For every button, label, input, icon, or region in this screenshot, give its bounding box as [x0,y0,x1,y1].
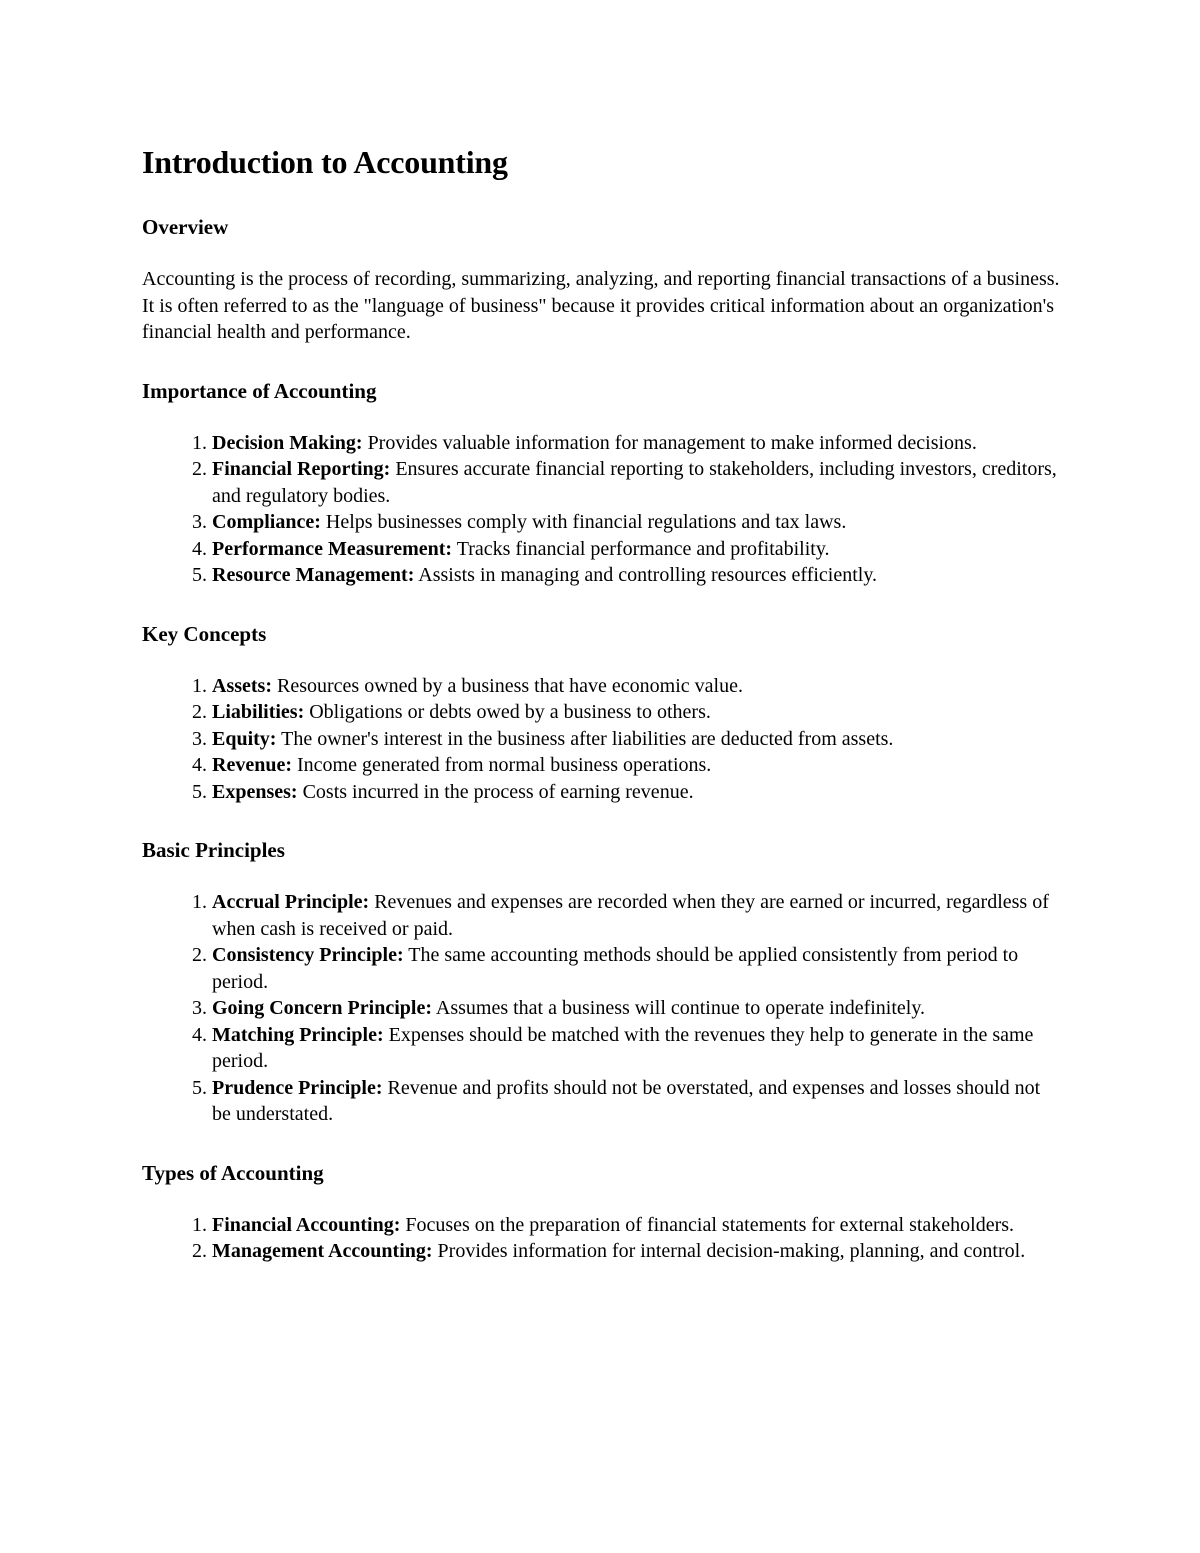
list-item [212,1212,1062,1239]
list-item [212,726,1062,753]
list-item-text: Helps businesses comply with financial regulations and tax laws. [320,511,847,533]
list-item-term: Assets: [212,674,272,697]
list-item-text: Assumes that a business will continue to operate indefinitely. [431,997,926,1019]
list-item-term: Liabilities: [212,701,305,723]
list-item-text: Assists in managing and controlling resources efficiently. [414,564,878,586]
list-item-term: Decision Making: [212,431,363,454]
list-item [212,1022,1062,1075]
list-item-text: Resources owned by a business that have economic value. [272,674,743,697]
list-item-text: Ensures accurate financial reporting to stakeholders, including investors, creditors, and regulatory bodies. [212,458,1057,507]
key-concepts-list [142,673,1062,806]
overview-paragraph: Accounting is the process of recording, summarizing, analyzing, and reporting financial transactions of a business. It is often referred to as the "language of business" because it provides critical information about an organization's financial health and performance. [142,268,1060,343]
list-item-term: Matching Principle: [212,1023,384,1046]
list-item-term: Accrual Principle: [212,891,370,913]
list-item-term: Revenue: [212,754,292,776]
list-item-text: Provides information for internal decision-making, planning, and control. [432,1240,1026,1262]
list-item [212,673,1062,700]
list-item-text: The same accounting methods should be applied consistently from period to period. [212,944,1019,993]
overview-heading: Overview [142,215,229,239]
list-item-text: Income generated from normal business operations. [291,754,712,776]
list-item-term: Going Concern Principle: [212,997,432,1019]
list-item-text: Provides valuable information for management to make informed decisions. [362,431,977,454]
list-item [212,752,1062,779]
basic-principles-list [142,889,1062,1128]
document-page [142,136,1062,1295]
list-item-text: Expenses should be matched with the revenues they help to generate in the same period. [212,1023,1034,1072]
list-item [212,942,1062,995]
list-item-text: Costs incurred in the process of earning revenue. [297,780,694,803]
list-item [212,430,1062,457]
list-item-term: Management Accounting: [212,1240,433,1262]
list-item-text: The owner's interest in the business after liabilities are deducted from assets. [276,727,894,750]
list-item [212,456,1062,509]
types-list [142,1212,1062,1265]
list-item-term: Performance Measurement: [212,537,453,560]
list-item-text: Obligations or debts owed by a business to others. [304,701,711,723]
list-item-text: Revenues and expenses are recorded when they are earned or incurred, regardless of when cash is received or paid. [212,891,1049,940]
basic-principles-heading: Basic Principles [142,838,285,862]
list-item [212,1075,1062,1128]
list-item-term: Equity: [212,727,277,750]
document-title: Introduction to Accounting [142,144,508,180]
importance-heading: Importance of Accounting [142,378,377,403]
list-item-term: Resource Management: [212,564,415,586]
list-item [212,562,1062,589]
list-item-term: Financial Reporting: [212,458,391,480]
list-item [212,699,1062,726]
list-item [212,995,1062,1022]
list-item-term: Expenses: [212,780,298,803]
list-item-term: Financial Accounting: [212,1213,401,1236]
list-item-text: Tracks financial performance and profitability. [452,537,830,560]
list-item [212,779,1062,806]
list-item-text: Revenue and profits should not be overstated, and expenses and losses should not be understated. [212,1076,1041,1125]
list-item [212,889,1062,942]
importance-list [142,430,1062,589]
list-item-term: Consistency Principle: [212,944,404,966]
list-item-term: Prudence Principle: [212,1076,383,1099]
list-item-term: Compliance: [212,511,321,533]
list-item-text: Focuses on the preparation of financial statements for external stakeholders. [400,1213,1015,1236]
list-item [212,509,1062,536]
types-heading: Types of Accounting [142,1160,324,1185]
list-item [212,1238,1062,1265]
key-concepts-heading: Key Concepts [142,621,267,646]
list-item [212,536,1062,563]
